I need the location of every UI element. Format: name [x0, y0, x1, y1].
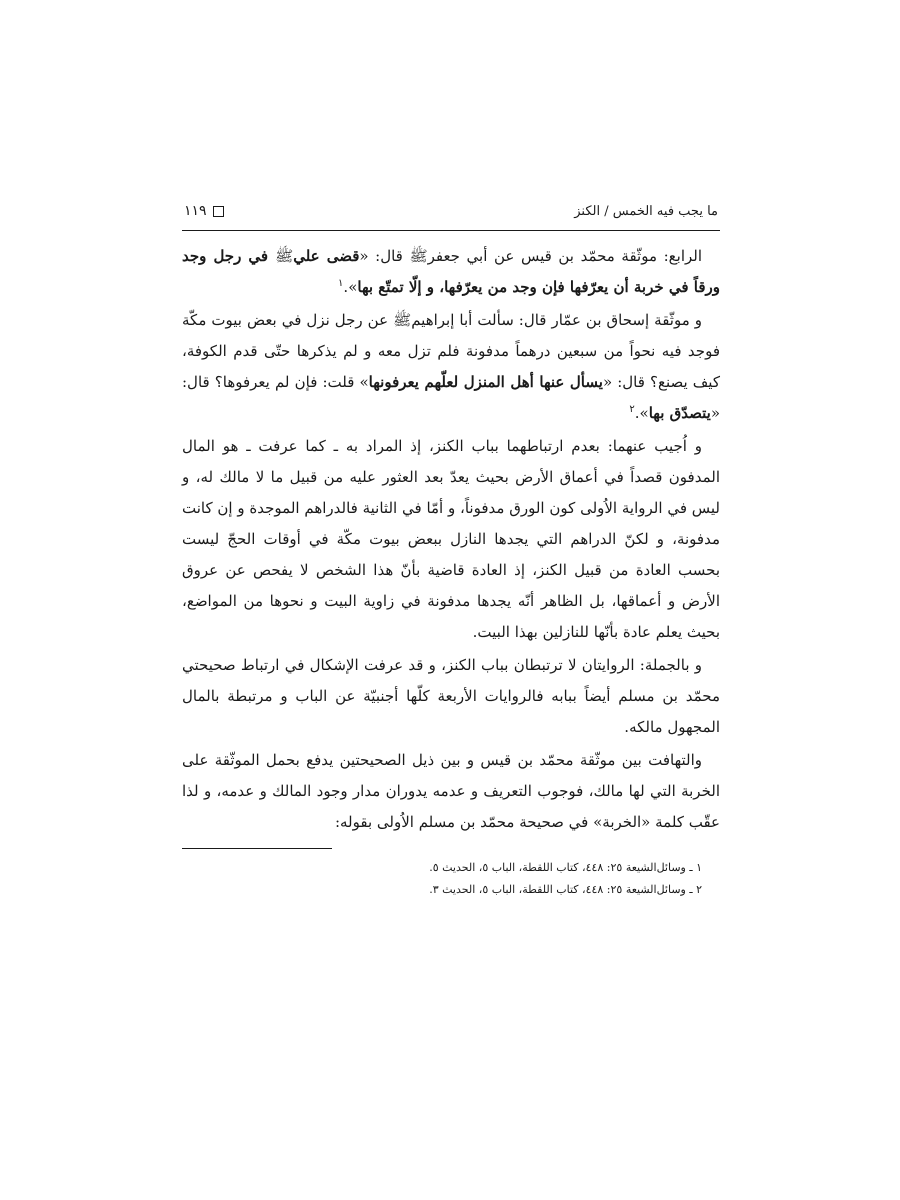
honorific-glyph: ﷺ	[275, 247, 294, 265]
paragraph-5: والتهافت بين موثّقة محمّد بن قيس و بين ذيل الصحيحتين يدفع بحمل الموثّقة على الخربة التي لها مالك، فوجوب التعريف و عدمه يدوران مدار وجود المالك و عدمه، و لذا عقّب كلمة «الخربة» في صحيحة محمّد بن مسلم الاُولى بقوله:	[182, 751, 720, 831]
paragraph-3: و اُجيب عنهما: بعدم ارتباطهما بباب الكنز، إذ المراد به ـ كما عرفت ـ هو المال المدفون قصداً في أعماق الأرض بحيث يعدّ بعد العثور عليه من قبيل ما لا مالك له، و ليس في الرواية الاُولى كون الورق مدفوناً، و أمّا في الثانية فالدراهم الموجدة و إن كانت مدفونة، و لكنّ الدراهم التي يجدها النازل ببعض بيوت مكّة في أوقات الحجّ ليست بحسب العادة من قبيل الكنز، إذ العادة قاضية بأنّ هذا الشخص لا يفحص عن عروق الأرض و أعماقها، بل الظاهر أنّه يجدها مدفونة في زاوية البيت و نحوها من المواضع، بحيث يعلم عادة بأنّها للنازلين بهذا البيت.	[182, 437, 720, 641]
p2-quote-b: يتصدّق بها	[648, 404, 711, 422]
p1-quote-b: في رجل وجد ورقاً في خربة أن يعرّفها فإن وجد من يعرّفها، و إلّا تمتّع بها	[182, 247, 720, 296]
running-title: ما يجب فيه الخمس / الكنز	[574, 203, 718, 219]
p1-text-e: ».	[343, 278, 358, 296]
page-number: ١١٩	[184, 203, 207, 219]
p2-quote-a: يسأل عنها أهل المنزل لعلّهم يعرفونها	[368, 373, 603, 391]
footnote-ref-1: ١	[338, 278, 344, 289]
p2-text-d: » قلت: فإن لم يعرفوها؟ قال: «	[182, 373, 720, 422]
footnote-rule	[182, 848, 332, 849]
header-rule	[182, 230, 720, 231]
paragraph-1	[182, 241, 720, 303]
p2-text-a: و موثّقة إسحاق بن عمّار قال: سألت أبا إبراهيم	[411, 311, 702, 329]
paragraph-4: و بالجملة: الروايتان لا ترتبطان بباب الكنز، و قد عرفت الإشكال في ارتباط صحيحتي محمّد بن مسلم أيضاً ببابه فالروايات الأربعة كلّها أجنبيّة عن الباب و مرتبطة بالمال المجهول مالكه.	[182, 656, 720, 736]
square-box-icon	[213, 206, 224, 217]
honorific-glyph: ﷺ	[393, 311, 412, 329]
running-header	[182, 200, 720, 222]
p1-text-b: قال: «	[359, 247, 410, 265]
p1-quote-a: قضى علي	[293, 247, 360, 265]
book-page	[182, 200, 720, 901]
p1-text-a: الرابع: موثّقة محمّد بن قيس عن أبي جعفر	[427, 247, 703, 265]
p2-text-b: عن رجل نزل في بعض بيوت مكّة فوجد فيه نحواً من سبعين درهماً مدفونة فلم تزل معه و لم يذكرها حتّى قدم الكوفة، كيف يصنع؟ قال: «	[182, 311, 720, 391]
paragraph-2	[182, 305, 720, 429]
footnote-2: ٢ ـ وسائل‌الشيعة ٢٥: ٤٤٨، كتاب اللقطة، الباب ٥، الحديث ٣.	[429, 883, 702, 896]
page-folio	[184, 203, 224, 219]
footnote-1: ١ ـ وسائل‌الشيعة ٢٥: ٤٤٨، كتاب اللقطة، الباب ٥، الحديث ٥.	[429, 861, 702, 874]
honorific-glyph: ﷺ	[409, 247, 428, 265]
footnote-ref-2: ٢	[629, 404, 635, 415]
p2-text-f: ».	[634, 404, 649, 422]
footnotes	[182, 857, 720, 901]
body-text	[182, 241, 720, 838]
